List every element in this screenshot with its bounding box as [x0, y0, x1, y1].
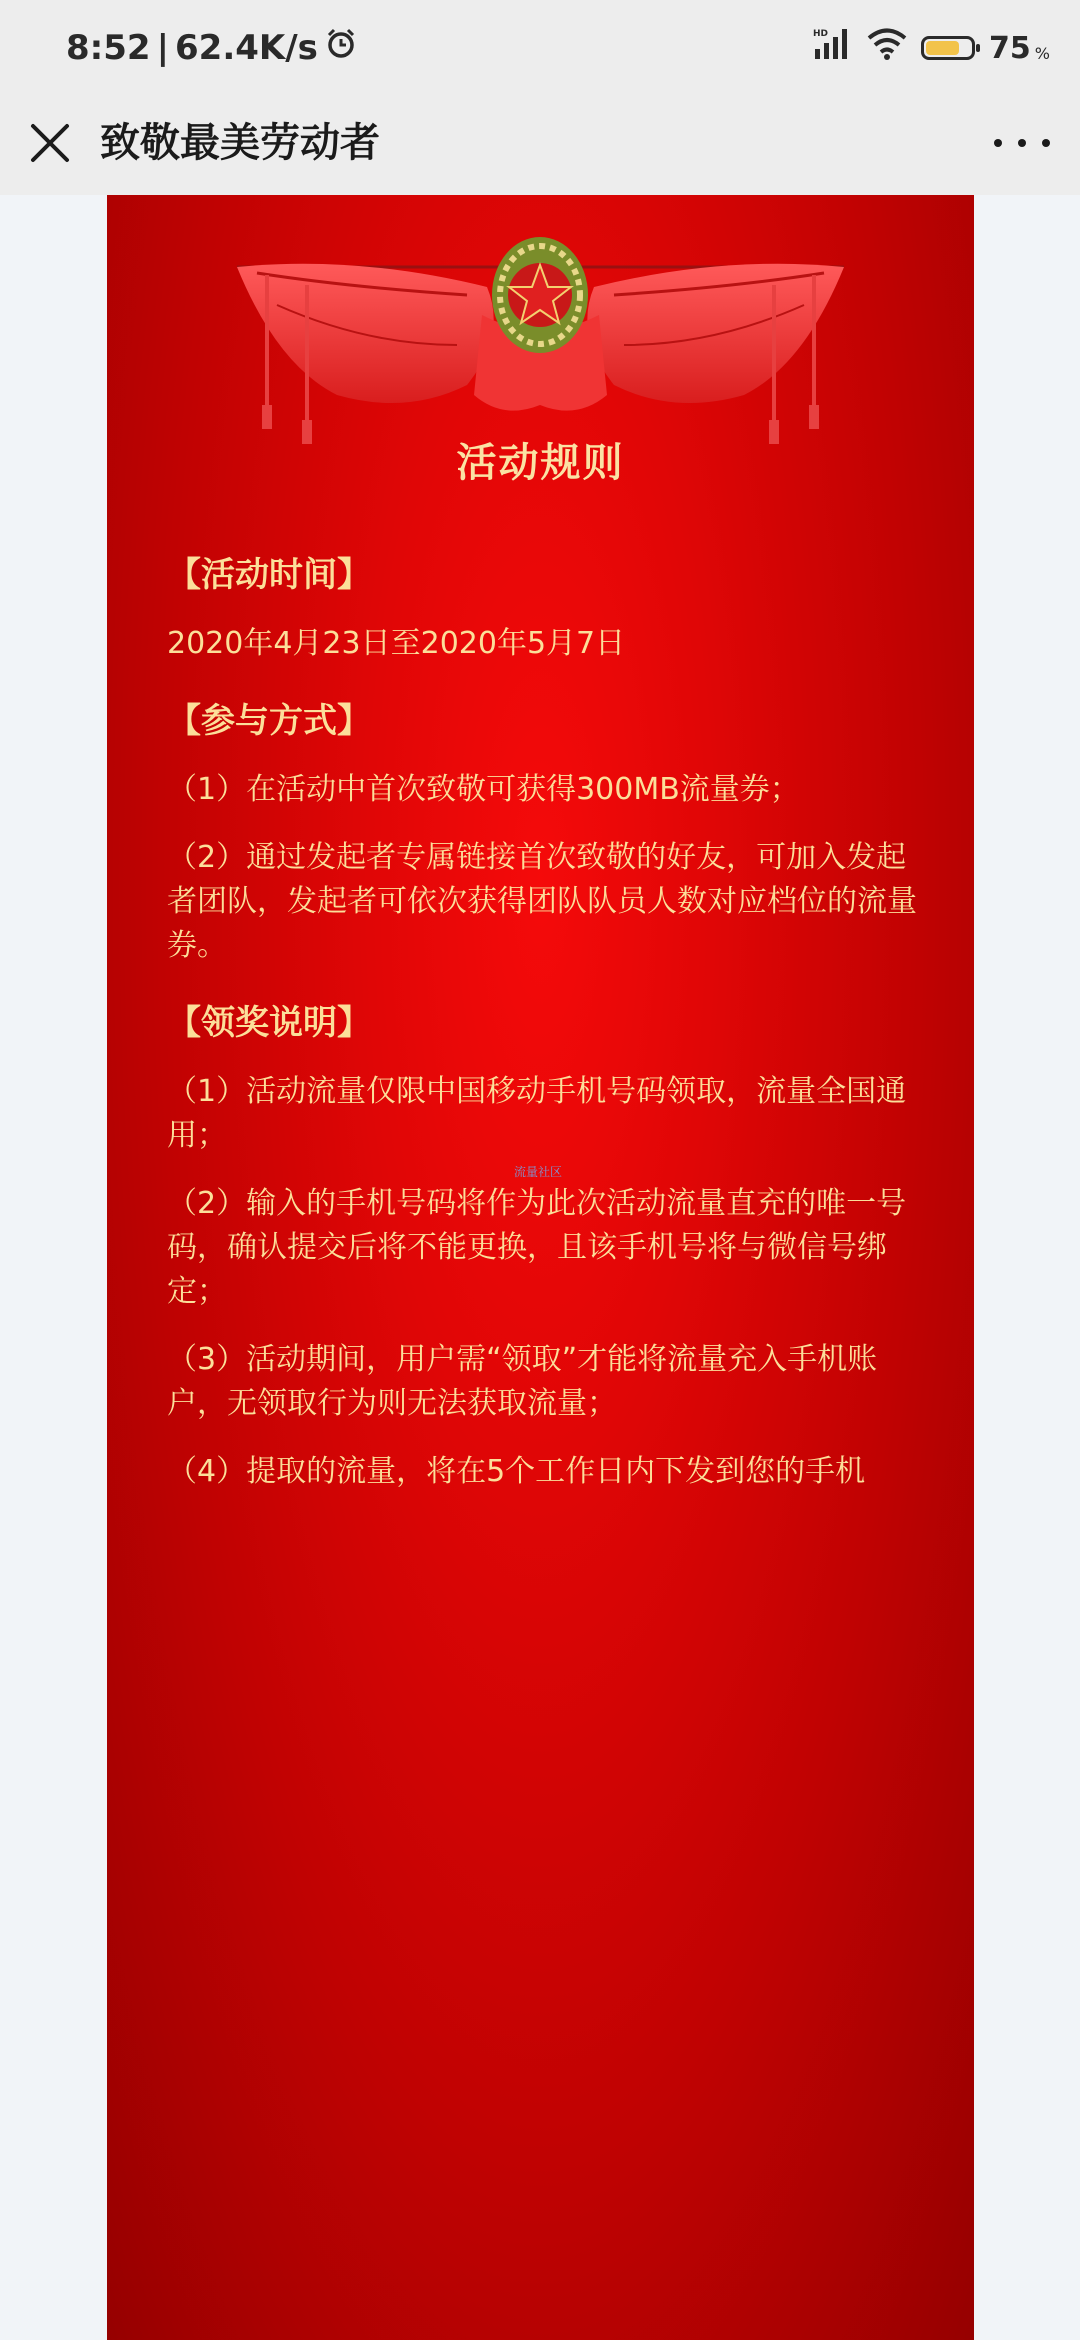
section-paragraph: （2）输入的手机号码将作为此次活动流量直充的唯一号码，确认提交后将不能更换，且该手机号将与微信号绑定； — [167, 1186, 907, 1309]
more-button[interactable] — [994, 125, 1050, 161]
network-speed: 62.4K/s — [175, 28, 318, 68]
more-dot — [1018, 139, 1026, 147]
more-dots-icon — [994, 139, 1002, 147]
rules-poster[interactable] — [107, 195, 974, 2340]
more-dot — [1042, 139, 1050, 147]
status-left — [66, 24, 358, 72]
rules-title: 活动规则 — [456, 440, 625, 486]
section-paragraph: 2020年4月23日至2020年5月7日 — [167, 626, 626, 661]
status-separator: | — [156, 28, 169, 68]
close-icon — [28, 115, 72, 171]
wifi-icon — [867, 27, 907, 69]
rules-content — [167, 550, 927, 1710]
percent-sign: % — [1034, 43, 1050, 63]
section-heading: 【活动时间】 — [167, 555, 371, 595]
battery-icon — [921, 36, 975, 60]
nav-bar — [0, 95, 1080, 195]
section-heading: 【领奖说明】 — [167, 1003, 371, 1043]
status-right — [813, 24, 1050, 72]
page-title: 致敬最美劳动者 — [100, 120, 380, 166]
alarm-clock-icon — [324, 27, 358, 70]
status-bar — [0, 0, 1080, 95]
signal-icon — [813, 27, 853, 69]
battery-percent: 75 — [989, 30, 1031, 66]
section-paragraph: （4）提取的流量，将在5个工作日内下发到您的手机 — [167, 1454, 866, 1489]
section-prize-instructions — [167, 998, 927, 1494]
status-time: 8:52 — [66, 28, 151, 68]
section-participation — [167, 696, 927, 968]
section-paragraph: （3）活动期间，用户需“领取”才能将流量充入手机账户，无领取行为则无法获取流量； — [167, 1342, 878, 1421]
close-button[interactable] — [28, 115, 72, 171]
svg-text:HD: HD — [813, 29, 829, 39]
drape-emblem-decoration — [107, 195, 974, 455]
section-paragraph: （1）活动流量仅限中国移动手机号码领取，流量全国通用； — [167, 1074, 907, 1153]
battery-fill — [926, 41, 959, 55]
section-paragraph: （2）通过发起者专属链接首次致敬的好友，可加入发起者团队，发起者可依次获得团队队员人数对应档位的流量券。 — [167, 840, 917, 963]
section-activity-time — [167, 550, 927, 666]
section-heading: 【参与方式】 — [167, 701, 371, 741]
watermark: 流量社区 — [514, 1165, 563, 1179]
section-paragraph: （1）在活动中首次致敬可获得300MB流量券； — [167, 772, 800, 807]
